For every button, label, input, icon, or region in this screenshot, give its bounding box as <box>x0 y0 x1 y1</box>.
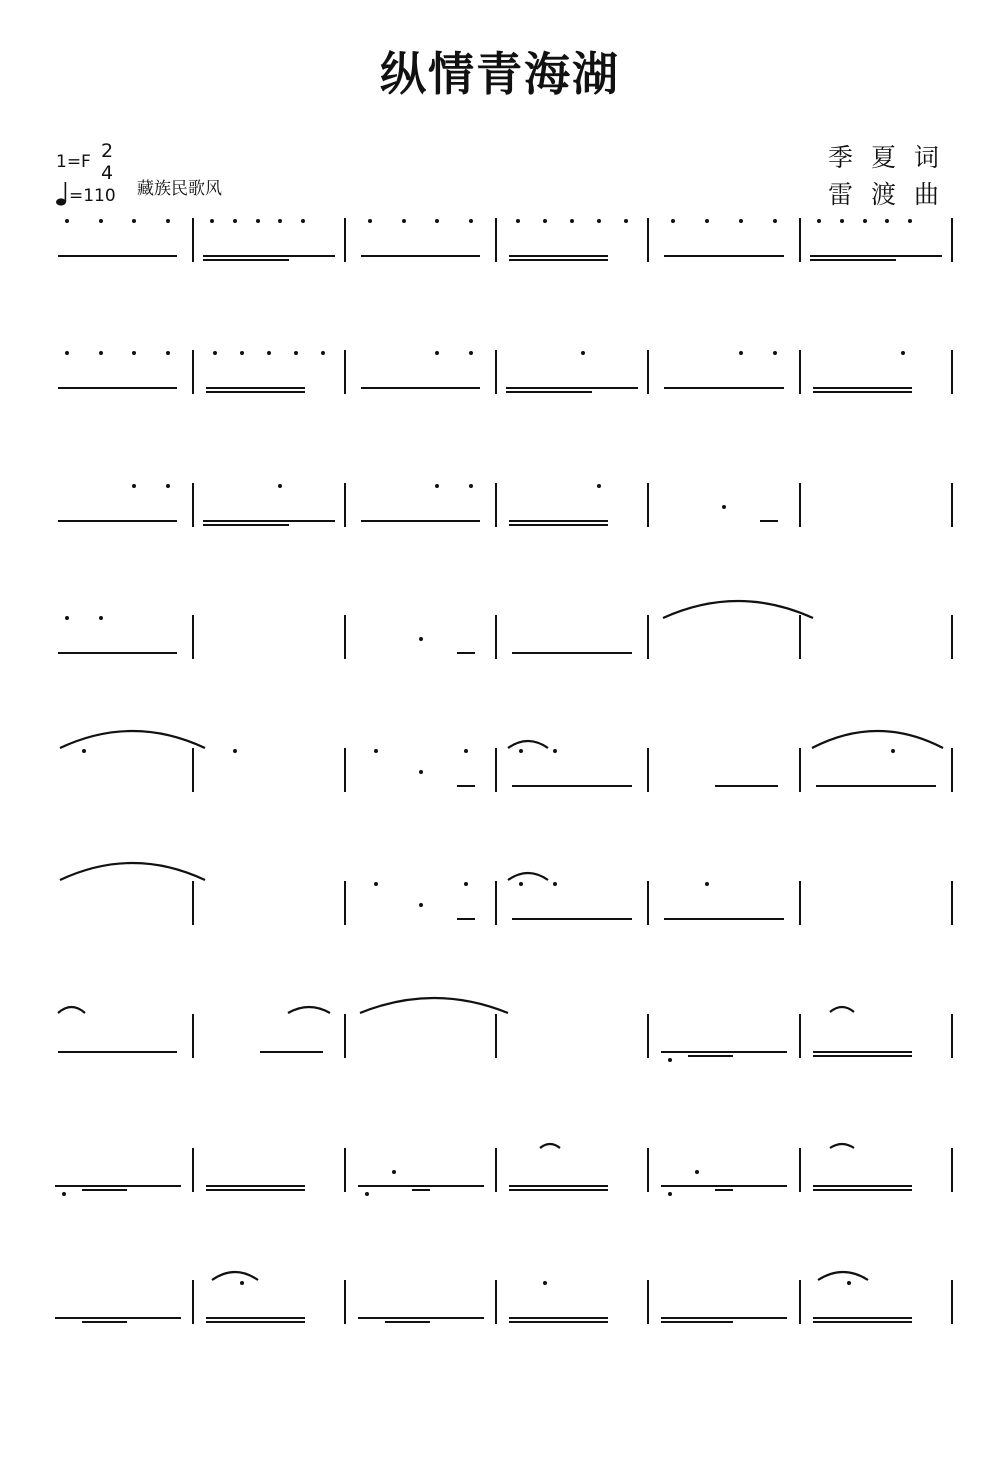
slur-arc <box>540 1144 560 1148</box>
time-signature-bottom: 4 <box>100 162 114 184</box>
tie-arc <box>60 863 205 880</box>
tempo-marking: =110 <box>69 186 116 206</box>
slur-arc <box>58 1007 85 1013</box>
slur-arc <box>812 731 943 748</box>
tie-arc <box>663 601 813 618</box>
slur-arc <box>830 1144 854 1148</box>
composer-credit: 雷渡曲 <box>828 180 958 209</box>
key-signature: 1=F <box>56 152 91 172</box>
time-signature-top: 2 <box>100 140 114 162</box>
slur-arc <box>212 1272 258 1280</box>
tie-arc <box>360 998 508 1013</box>
slur-arc <box>818 1272 868 1280</box>
slur-arc <box>288 1007 330 1013</box>
style-note: 藏族民歌风 <box>137 179 222 199</box>
lyricist-credit: 季夏词 <box>828 143 958 172</box>
song-title: 纵情青海湖 <box>380 47 620 101</box>
tie-arc <box>60 731 205 748</box>
slur-arc <box>508 741 548 748</box>
slur-arc <box>830 1007 854 1012</box>
slur-arc <box>508 873 548 880</box>
